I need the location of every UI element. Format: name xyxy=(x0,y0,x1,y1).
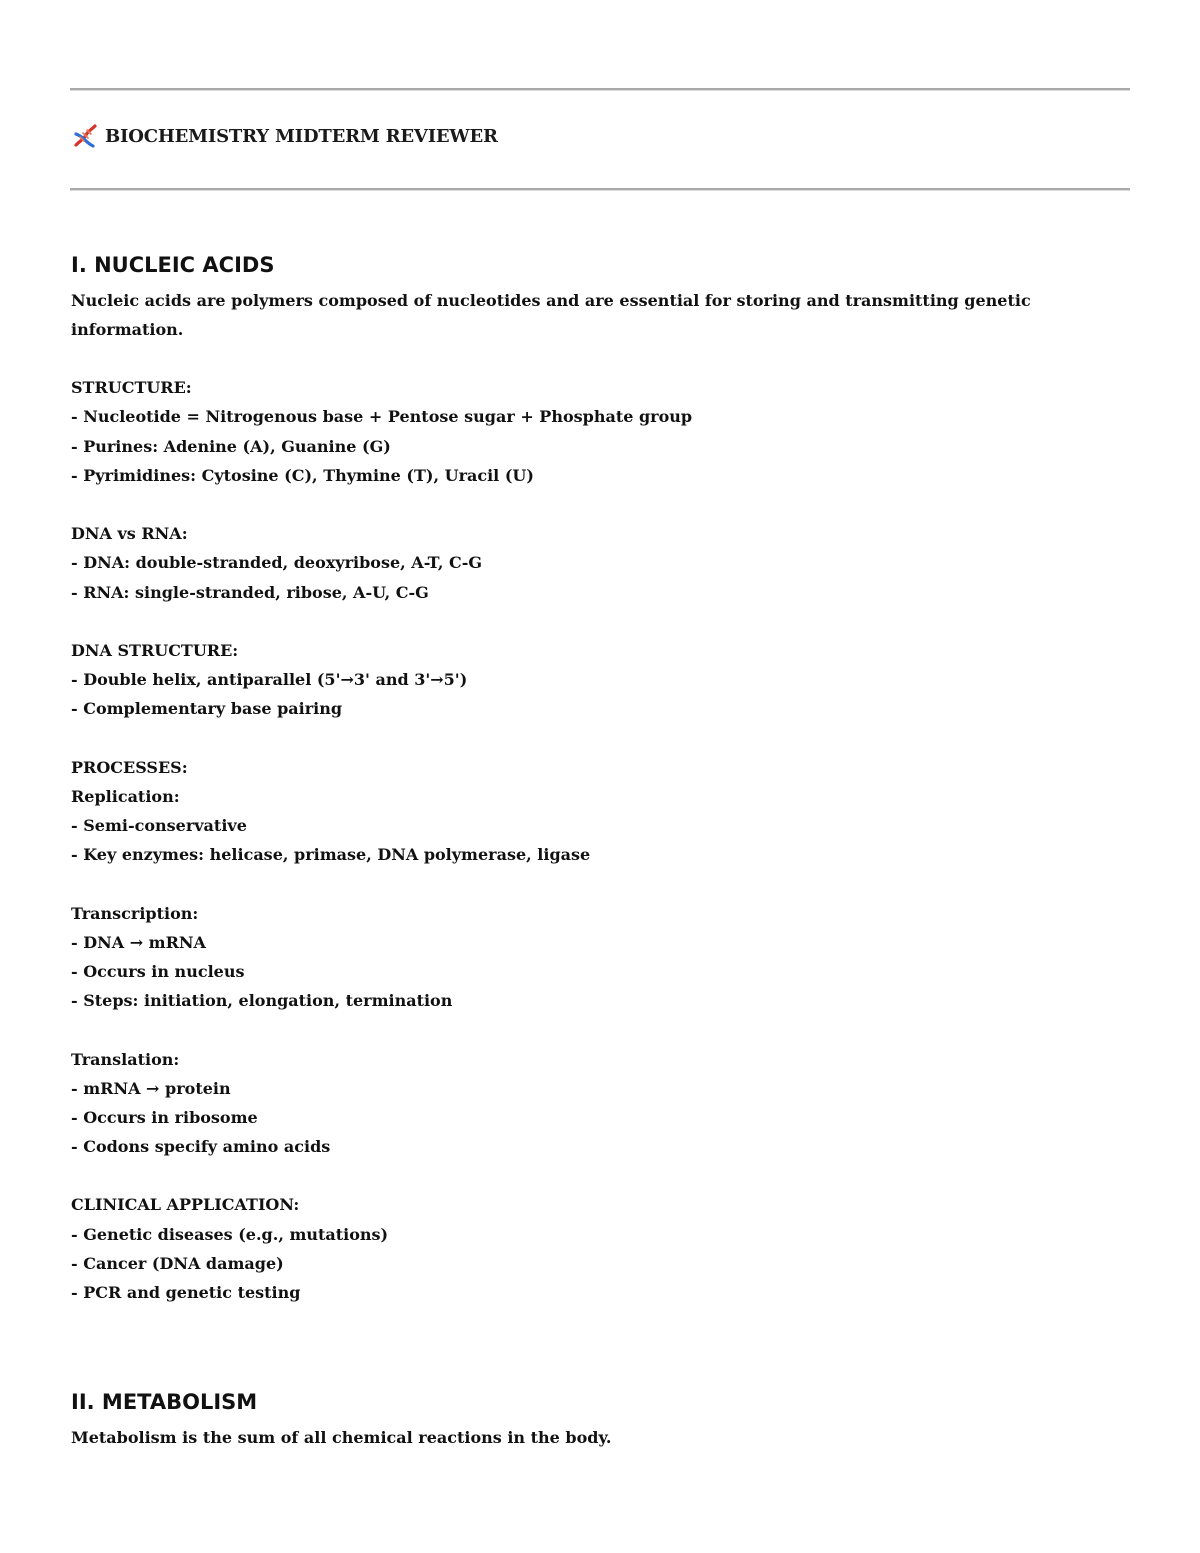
dna-icon xyxy=(72,123,98,149)
structure-label: STRUCTURE: xyxy=(71,378,192,398)
section-heading-nucleic-acids: I. NUCLEIC ACIDS xyxy=(71,253,275,277)
translation-label: Translation: xyxy=(71,1049,180,1069)
list-item: - Occurs in ribosome xyxy=(71,1107,258,1127)
list-item: - Codons specify amino acids xyxy=(71,1137,331,1157)
list-item: - mRNA → protein xyxy=(71,1078,231,1098)
list-item: - Semi-conservative xyxy=(71,816,247,835)
list-item: - Cancer (DNA damage) xyxy=(71,1253,284,1273)
list-item: - PCR and genetic testing xyxy=(71,1283,301,1302)
document-body xyxy=(71,250,1131,1452)
list-item: - Complementary base pairing xyxy=(71,699,343,719)
dna-vs-rna-label: DNA vs RNA: xyxy=(71,524,188,544)
section-heading-metabolism: II. METABOLISM xyxy=(71,1390,258,1415)
transcription-label: Transcription: xyxy=(71,903,199,923)
title-divider xyxy=(70,188,1130,190)
list-item: - Nucleotide = Nitrogenous base + Pentose sugar + Phosphate group xyxy=(71,407,693,427)
list-item: - Purines: Adenine (A), Guanine (G) xyxy=(71,436,391,456)
list-item: - DNA: double-stranded, deoxyribose, A-T, C-G xyxy=(71,553,483,573)
list-item: - Double helix, antiparallel (5'→3' and 3'→5') xyxy=(71,670,468,690)
clinical-application-label: CLINICAL APPLICATION: xyxy=(71,1195,300,1215)
dna-structure-label: DNA STRUCTURE: xyxy=(71,640,239,660)
document-title xyxy=(72,123,498,149)
list-item: - Genetic diseases (e.g., mutations) xyxy=(71,1224,389,1244)
list-item: - RNA: single-stranded, ribose, A-U, C-G xyxy=(71,582,429,602)
list-item: - Key enzymes: helicase, primase, DNA polymerase, ligase xyxy=(71,845,591,865)
replication-label: Replication: xyxy=(71,786,180,806)
section-intro-metabolism: Metabolism is the sum of all chemical reactions in the body. xyxy=(71,1428,612,1448)
section-intro-nucleic-acids: Nucleic acids are polymers composed of nucleotides and are essential for storing and transmitting genetic information. xyxy=(71,291,1031,339)
list-item: - Steps: initiation, elongation, termination xyxy=(71,991,453,1011)
list-item: - DNA → mRNA xyxy=(71,932,206,952)
list-item: - Pyrimidines: Cytosine (C), Thymine (T), Uracil (U) xyxy=(71,465,534,485)
document-title-text: BIOCHEMISTRY MIDTERM REVIEWER xyxy=(105,125,498,147)
top-divider xyxy=(70,88,1130,90)
list-item: - Occurs in nucleus xyxy=(71,961,245,981)
processes-label: PROCESSES: xyxy=(71,757,188,777)
